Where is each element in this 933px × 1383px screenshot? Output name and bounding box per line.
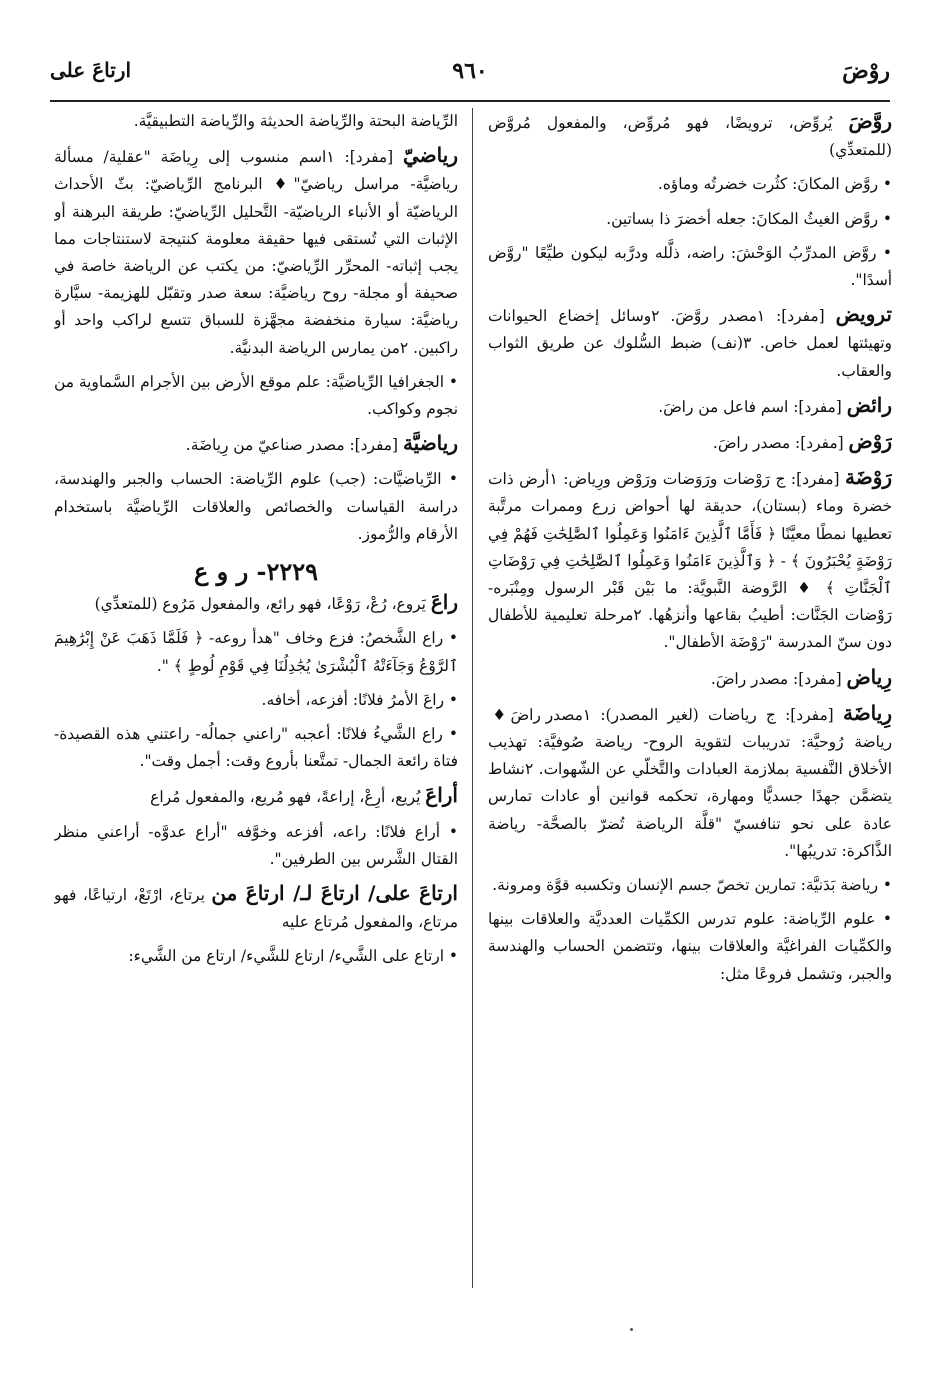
entry-headword: رَوْضَة [844,465,892,490]
column-divider [472,108,473,1288]
page-header [50,54,890,94]
dictionary-entry [488,428,892,457]
entry-headword: رَوْض [848,429,892,454]
entry-definition: [مفرد]: ١مصدر روَّضَ. ٢وسائل إخضاع الحيوانات وتهيئتها لعمل خاص. ٣(نف) ضبط السُّلوك عن طريق الثواب والعقاب. [488,307,892,380]
sub-entry: • روَّض المدرِّبُ الوَحْشَ: راضه، ذلَّله ودرَّبه ليكون طيِّعًا "روَّض أسدًا". [488,240,892,294]
speck-mark [630,1328,633,1331]
header-guide-word-left: ارتاعَ على [50,58,131,82]
entry-headword: روَّضَ [848,109,892,133]
sub-entry: • روَّض المكانَ: كثُرت خضرتُه وماؤه. [488,171,892,198]
entry-headword: أراعَ [425,783,458,808]
dictionary-entry [488,392,892,421]
header-guide-word-right: روْضَ [842,58,890,84]
dictionary-entry [488,108,892,164]
dictionary-entry [54,782,458,811]
sub-entry: • رياضة بَدَنيَّة: تمارين تخصّ جسم الإنسان وتكسبه قوَّة ومرونة. [488,872,892,899]
entry-headword: رياضيَّة [402,431,458,456]
entry-definition: [مفرد]: مصدر راضَ. [710,669,842,688]
dictionary-entry [488,464,892,656]
entry-headword: رياضيّ [403,143,458,168]
sub-entry: • راعَ الأمرُ فلانًا: أفزعه، أخافه. [54,687,458,714]
entry-definition: [مفرد]: مصدر صناعيّ من رِياضَة. [185,436,399,455]
sub-entry: • الرِّياضيَّات: (جب) علوم الرِّياضة: الحساب والجبر والهندسة، دراسة القياسات والخصائص والعلاقات الرِّياضيَّة باستخدام الأرقام والرُّموز. [54,466,458,548]
entry-definition: يرتاع، ارْتَعْ، ارتياعًا، فهو مرتاع، والمفعول مُرتاع عليه [54,886,458,932]
dictionary-entry [54,589,458,618]
header-rule [50,100,890,102]
page-number: ٩٦٠ [452,58,488,84]
entry-definition: يُريع، أرِعْ، إراعةً، فهو مُريع، والمفعول مُراع [150,788,421,807]
entry-definition: [مفرد]: ج رياضات (لغير المصدر): ١مصدر راضَ♦ رياضة رُوحيَّة: تدريبات لتقوية الروح- رياضة صُوفيَّة: تهذيب الأخلاق النَّفسية بملازمة العبادات والتَّخلّي عن الشّهوات. ٢نشاط يتضمَّن جهدًا جسديًّا ومهارة، تحكمه قوانين أو عادات تمارس عادة على نحو تنافسيّ "قلَّة الرياضة تُضرّ بالصحَّة- رياضة الذَّاكرة: تدريبُها". [488,705,892,860]
sub-entry: • علوم الرِّياضة: علوم تدرس الكمِّيات العدديَّة والعلاقات بينها والكمِّيات الفراغيَّة والعلاقات بينها، وتتضمن الحساب والهندسة والجبر، وتشمل فروعًا مثل: [488,906,892,988]
sub-entry: • راع الشَّخصُ: فزع وخاف "هدأ روعه- ﴿ فَلَمَّا ذَهَبَ عَنْ إِبْرَٰهِيمَ ٱلرَّوْعُ وَجَآءَتْهُ ٱلْبُشْرَىٰ يُجَٰدِلُنَا فِي قَوْمِ لُوطٍ ﴾ ". [54,625,458,679]
entry-definition: [مفرد]: اسم فاعل من راضَ. [658,397,842,416]
entry-definition: يُروِّض، ترويضًا، فهو مُروِّض، والمفعول مُروَّض (للمتعدِّي) [488,114,892,160]
entry-headword: رائض [846,392,892,417]
dictionary-entry [488,700,892,865]
entry-definition: [مفرد]: ١اسم منسوب إلى رِياضَة "عقلية/ مسألة رياضيَّة- مراسل رياضيّ"♦ البرنامج الرِّياضيّ: بثّ الأحداث الرياضيّة أو الأنباء الرياضيّة- التَّحليل الرِّياضيّ: طريقة البرهنة أو الإثبات التي تُستقى فيها حقيقة معلومة كنتيجة لاستنتاجات مما يجب إثباته- المحرِّر الرِّياضيّ: من يكتب عن الرياضة خاصة في صحيفة أو مجلة- روح رياضيَّة: سعة صدر وتقبّل للهزيمة- سيَّارة رياضيَّة: سيارة منخفضة مجهَّزة للسباق تتسع لراكب واحد أو راكبين. ٢من يمارس الرياضة البدنيَّة. [54,148,458,357]
left-column [54,108,458,1288]
sub-entry: • الجغرافيا الرِّياضيَّة: علم موقع الأرض بين الأجرام السَّماوية من نجوم وكواكب. [54,369,458,423]
entry-definition: يَروع، رُعْ، رَوْعًا، فهو رائع، والمفعول مَرُوع (للمتعدِّي) [94,595,426,614]
sub-entry: • ارتاع على الشَّيء/ ارتاع للشَّيء/ ارتاع من الشَّيء: [54,943,458,970]
right-column [488,108,892,1288]
dictionary-entry [54,880,458,936]
sub-entry: • أراع فلانًا: راعه، أفزعه وخوَّفه "أراع عدوَّه- أراعني منظر القتال الشَّرس بين الطرفين". [54,819,458,873]
entry-definition: [مفرد]: ج رَوْضات ورَوَضات ورَوْض ورِياض: ١أرض ذات خضرة وماء (بستان)، حديقة لها أحواض زرع وممرات مرتَّبة تعطيها نمطًا معيَّنًا ﴿ فَأَمَّا ٱلَّذِينَ ءَامَنُوا وَعَمِلُوا ٱلصَّٰلِحَٰتِ فَهُمْ فِي رَوْضَةٍ يُحْبَرُونَ ﴾ - ﴿ وَٱلَّذِينَ ءَامَنُوا وَعَمِلُوا ٱلصَّٰلِحَٰتِ فِي رَوْضَاتِ ٱلْجَنَّاتِ ﴾ ♦ الرَّوضة النَّبويَّة: ما بَيْن قَبْر الرسول ومِنْبَره- رَوْضات الجَنَّات: أطيبُ بقاعها وأنزهُها. ٢مرحلة تعليمية للأطفال دون سنّ المدرسة "رَوْضَة الأطفال". [488,470,892,652]
dictionary-entry [54,142,458,362]
entry-definition: [مفرد]: مصدر راضَ. [712,434,844,453]
entry-headword: رِياض [846,664,892,689]
entry-headword: ارتاعَ على/ ارتاعَ لـ/ ارتاعَ من [211,881,458,906]
entry-headword: راعَ [430,590,458,615]
continuation-text: الرِّياضة البحتة والرِّياضة الحديثة والرِّياضة التطبيقيَّة. [133,112,458,130]
dictionary-entry [54,430,458,459]
dictionary-entry [488,664,892,693]
root-title: ٢٢٢٩- ر و ع [193,557,319,587]
sub-entry: • راع الشَّيءُ فلانًا: أعجبه "راعني جمالُه- راعتني هذه القصيدة- فتاة رائعة الجمال- تمتَّعنا بأروع وقت: أجمل وقت". [54,721,458,775]
dictionary-entry [488,301,892,385]
sub-entry: • روَّض الغيثُ المكانَ: جعله أخضرَ ذا بساتين. [488,206,892,233]
entry-headword: ترويض [835,302,892,327]
entry-headword: رِياضَة [842,700,892,725]
